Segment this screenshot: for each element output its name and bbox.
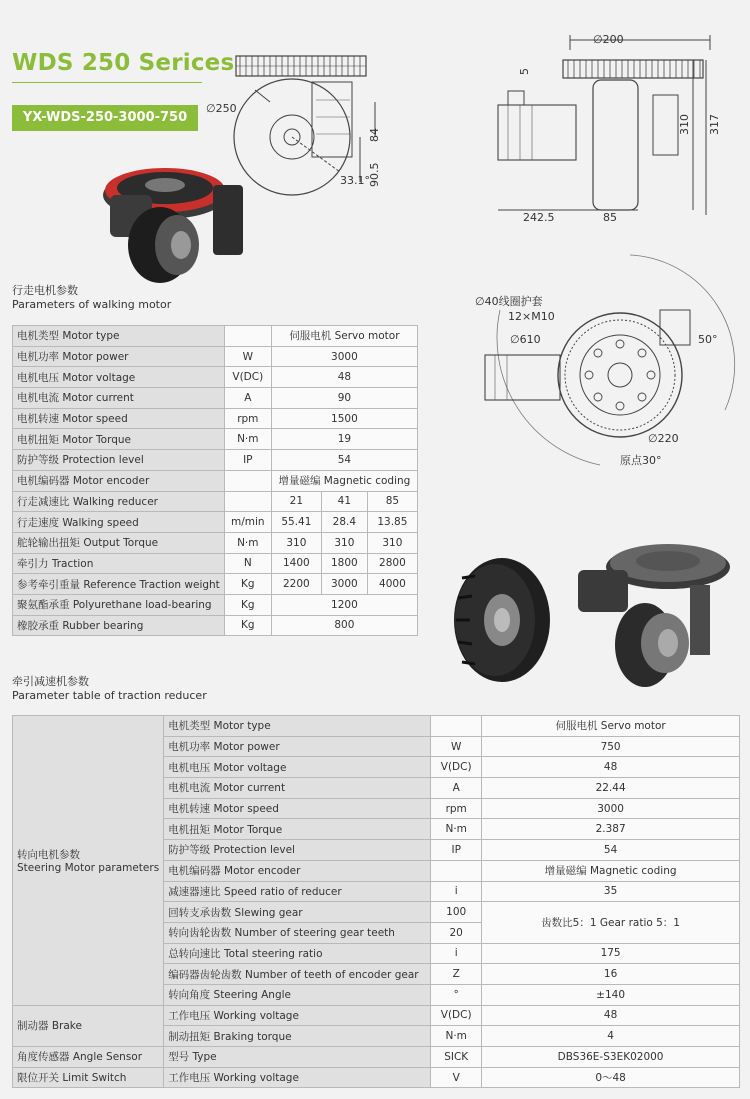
row-unit (224, 491, 271, 512)
row-unit: m/min (224, 512, 271, 533)
table-row (13, 491, 418, 512)
row-value: 21 (271, 491, 321, 512)
row-unit: W (224, 346, 271, 367)
row-value: 55.41 (271, 512, 321, 533)
top-cable-label: ∅40线圈护套 (475, 295, 543, 308)
row-value: 伺服电机 Servo motor (271, 326, 417, 347)
front-w2425-label: 242.5 (523, 211, 555, 224)
row-label: 电机类型 Motor type (13, 326, 225, 347)
row-label: 制动扭矩 Braking torque (164, 1026, 431, 1047)
row-unit: 20 (431, 922, 482, 943)
side-h84-label: 84 (368, 128, 381, 142)
table-row (13, 594, 418, 615)
table-row (13, 429, 418, 450)
row-value: 0～48 (482, 1067, 740, 1088)
row-label: 电机转速 Motor speed (164, 798, 431, 819)
row-label: 电机转速 Motor speed (13, 408, 225, 429)
table-row (13, 326, 418, 347)
row-value: 48 (271, 367, 417, 388)
table-row (13, 346, 418, 367)
row-label: 电机功率 Motor power (13, 346, 225, 367)
row-label: 工作电压 Working voltage (164, 1005, 431, 1026)
row-unit: W (431, 736, 482, 757)
row-value: DBS36E-S3EK02000 (482, 1047, 740, 1068)
gear-ratio-value: 齿数比5：1 Gear ratio 5：1 (482, 902, 740, 943)
row-label: 电机类型 Motor type (164, 716, 431, 737)
row-unit: Z (431, 964, 482, 985)
table-row (13, 450, 418, 471)
row-label: 电机电流 Motor current (13, 388, 225, 409)
table-row (13, 470, 418, 491)
row-value: 54 (271, 450, 417, 471)
row-value: 54 (482, 840, 740, 861)
table-row (13, 716, 740, 737)
row-label: 电机编码器 Motor encoder (13, 470, 225, 491)
traction-reducer-table (12, 715, 740, 1088)
row-label: 防护等级 Protection level (13, 450, 225, 471)
row-value: 增量磁编 Magnetic coding (482, 860, 740, 881)
row-value: 1200 (271, 594, 417, 615)
row-value: 3000 (321, 574, 367, 595)
wheel-render-image (440, 548, 555, 688)
row-value: 4000 (367, 574, 417, 595)
row-unit: N·m (431, 819, 482, 840)
row-unit: rpm (224, 408, 271, 429)
row-value: 19 (271, 429, 417, 450)
table-row (13, 615, 418, 636)
front-h310-label: 310 (678, 114, 691, 135)
table-row (13, 1047, 740, 1068)
row-unit: Kg (224, 615, 271, 636)
front-view-drawing (478, 25, 740, 225)
row-unit: N·m (224, 429, 271, 450)
top-d610-label: ∅610 (510, 333, 541, 346)
row-value: 增量磁编 Magnetic coding (271, 470, 417, 491)
row-unit: V(DC) (431, 1005, 482, 1026)
row-value: 48 (482, 1005, 740, 1026)
top-view-drawing (470, 250, 740, 480)
row-value: 310 (321, 532, 367, 553)
row-value: 310 (367, 532, 417, 553)
table-row (13, 388, 418, 409)
row-unit (224, 470, 271, 491)
table-row (13, 367, 418, 388)
row-unit: N·m (431, 1026, 482, 1047)
walking-title-cn: 行走电机参数 (12, 284, 78, 297)
side-h905-label: 90.5 (368, 162, 381, 187)
row-unit: IP (224, 450, 271, 471)
title-underline (12, 82, 202, 83)
top-screws-label: 12×M10 (508, 310, 555, 323)
row-value: 13.85 (367, 512, 417, 533)
row-unit: Kg (224, 574, 271, 595)
table-row (13, 553, 418, 574)
row-unit: ° (431, 984, 482, 1005)
row-value: 35 (482, 881, 740, 902)
row-unit: A (224, 388, 271, 409)
row-label: 回转支承齿数 Slewing gear (164, 902, 431, 923)
row-unit: 100 (431, 902, 482, 923)
steering-group-en: Steering Motor parameters (17, 861, 160, 874)
row-value: 90 (271, 388, 417, 409)
row-unit: N (224, 553, 271, 574)
row-value: 28.4 (321, 512, 367, 533)
row-unit (224, 326, 271, 347)
table-row (13, 512, 418, 533)
row-value: 2800 (367, 553, 417, 574)
row-label: 防护等级 Protection level (164, 840, 431, 861)
assembly-render-image (570, 525, 735, 695)
steering-group-cn: 转向电机参数 (17, 848, 80, 861)
table-row (13, 532, 418, 553)
row-unit: i (431, 943, 482, 964)
row-value: 16 (482, 964, 740, 985)
row-value: 4 (482, 1026, 740, 1047)
row-label: 牵引力 Traction (13, 553, 225, 574)
top-origin-label: 原点30° (620, 454, 662, 467)
row-value: 2.387 (482, 819, 740, 840)
steering-group-cell (13, 716, 164, 1006)
row-value: 22.44 (482, 778, 740, 799)
side-view-drawing (200, 42, 400, 202)
front-w85-label: 85 (603, 211, 617, 224)
row-unit (431, 716, 482, 737)
row-value: 1500 (271, 408, 417, 429)
row-label: 减速器速比 Speed ratio of reducer (164, 881, 431, 902)
row-label: 行走减速比 Walking reducer (13, 491, 225, 512)
row-label: 参考牵引重量 Reference Traction weight (13, 574, 225, 595)
side-diameter-label: ∅250 (206, 102, 237, 115)
row-value: 伺服电机 Servo motor (482, 716, 740, 737)
row-unit: rpm (431, 798, 482, 819)
row-unit: V(DC) (224, 367, 271, 388)
row-label: 电机扭矩 Motor Torque (164, 819, 431, 840)
top-d220-label: ∅220 (648, 432, 679, 445)
row-value: 3000 (271, 346, 417, 367)
row-label: 电机电压 Motor voltage (164, 757, 431, 778)
row-value: 1400 (271, 553, 321, 574)
model-badge: YX-WDS-250-3000-750 (12, 105, 198, 131)
front-d5-label: 5 (518, 68, 531, 75)
row-label: 舵轮输出扭矩 Output Torque (13, 532, 225, 553)
reducer-title-en: Parameter table of traction reducer (12, 689, 207, 702)
limit-switch-group-cell: 限位开关 Limit Switch (13, 1067, 164, 1088)
row-label: 行走速度 Walking speed (13, 512, 225, 533)
row-label: 型号 Type (164, 1047, 431, 1068)
row-label: 电机电压 Motor voltage (13, 367, 225, 388)
table-row (13, 1067, 740, 1088)
top-a50-label: 50° (698, 333, 718, 346)
row-label: 总转向速比 Total steering ratio (164, 943, 431, 964)
row-unit: i (431, 881, 482, 902)
row-value: 41 (321, 491, 367, 512)
row-label: 转向角度 Steering Angle (164, 984, 431, 1005)
row-value: 800 (271, 615, 417, 636)
row-value: 750 (482, 736, 740, 757)
row-unit: SICK (431, 1047, 482, 1068)
row-label: 电机编码器 Motor encoder (164, 860, 431, 881)
table-row (13, 574, 418, 595)
angle-sensor-group-cell: 角度传感器 Angle Sensor (13, 1047, 164, 1068)
row-unit: A (431, 778, 482, 799)
row-label: 工作电压 Working voltage (164, 1067, 431, 1088)
row-unit: IP (431, 840, 482, 861)
row-label: 聚氨酯承重 Polyurethane load-bearing (13, 594, 225, 615)
row-unit: N·m (224, 532, 271, 553)
row-label: 编码器齿轮齿数 Number of teeth of encoder gear (164, 964, 431, 985)
row-label: 橡胶承重 Rubber bearing (13, 615, 225, 636)
row-value: ±140 (482, 984, 740, 1005)
row-value: 1800 (321, 553, 367, 574)
table-row (13, 1005, 740, 1026)
reducer-title-cn: 牵引减速机参数 (12, 675, 89, 688)
front-d200-label: ∅200 (593, 33, 624, 46)
row-value: 310 (271, 532, 321, 553)
walking-motor-table (12, 325, 418, 636)
side-angle-label: 33.1° (340, 174, 370, 187)
series-title: WDS 250 Serices (12, 50, 235, 76)
brake-group-cell: 制动器 Brake (13, 1005, 164, 1046)
row-unit: Kg (224, 594, 271, 615)
row-label: 电机功率 Motor power (164, 736, 431, 757)
row-value: 175 (482, 943, 740, 964)
row-label: 转向齿轮齿数 Number of steering gear teeth (164, 922, 431, 943)
row-unit: V(DC) (431, 757, 482, 778)
row-label: 电机扭矩 Motor Torque (13, 429, 225, 450)
walking-title-en: Parameters of walking motor (12, 298, 172, 311)
front-h317-label: 317 (708, 114, 721, 135)
row-value: 48 (482, 757, 740, 778)
row-unit: V (431, 1067, 482, 1088)
row-label: 电机电流 Motor current (164, 778, 431, 799)
row-value: 2200 (271, 574, 321, 595)
row-unit (431, 860, 482, 881)
row-value: 3000 (482, 798, 740, 819)
row-value: 85 (367, 491, 417, 512)
table-row (13, 408, 418, 429)
